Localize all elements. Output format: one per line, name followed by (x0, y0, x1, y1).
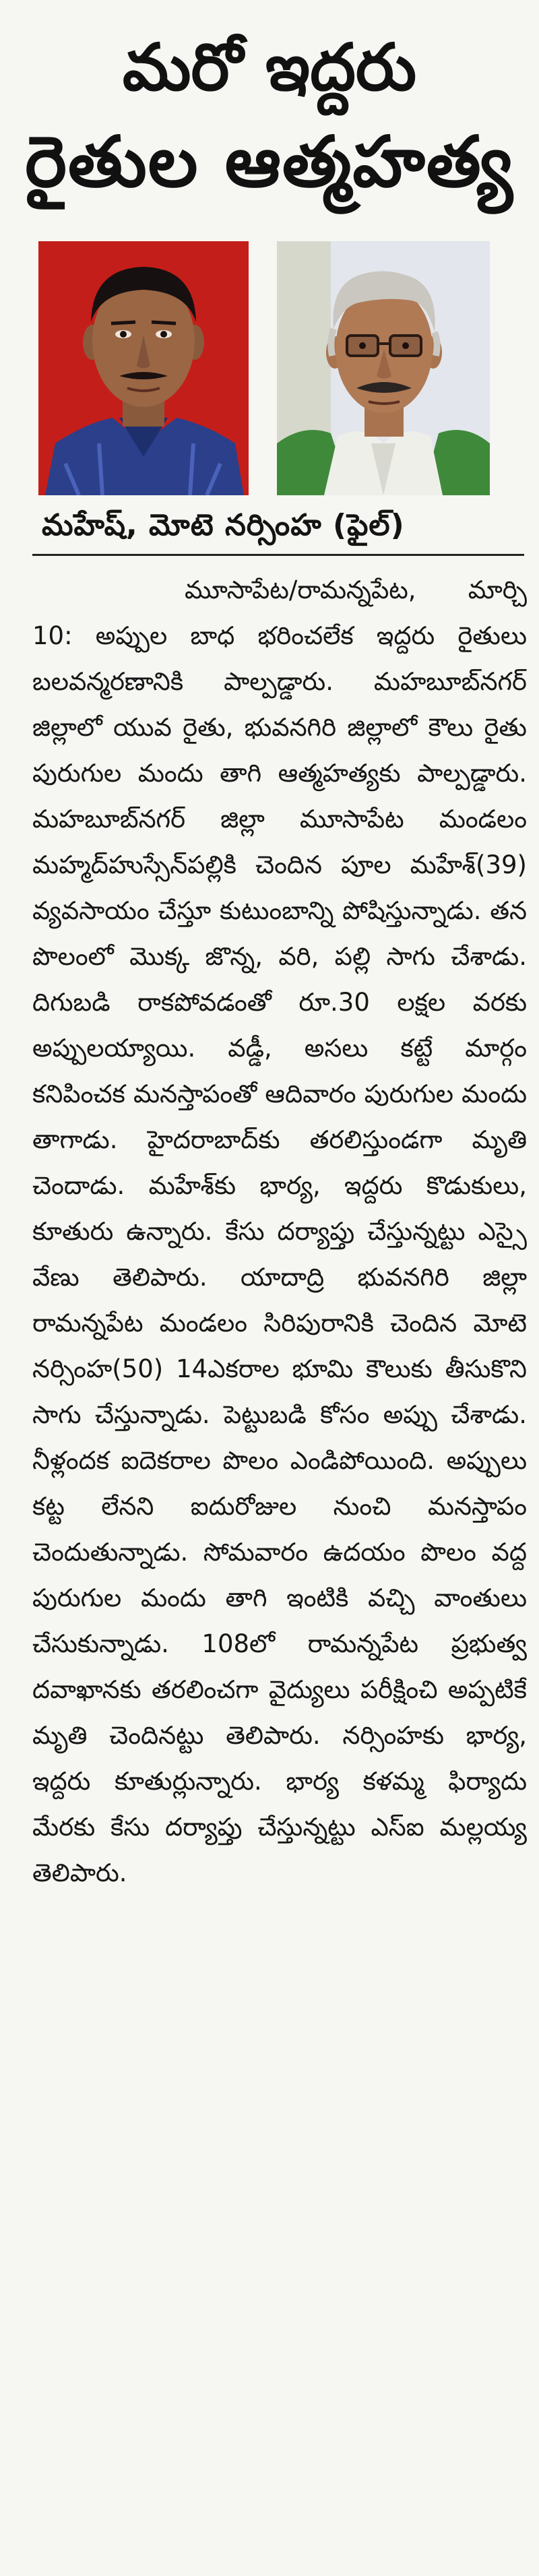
photo-mahesh (38, 241, 249, 495)
headline-line-1: మరో ఇద్దరు (122, 30, 417, 105)
photo-caption: మహేష్, మోటె నర్సింహ (ఫైల్) (42, 508, 405, 542)
headline-line-2: రైతుల ఆత్మహత్య (25, 121, 514, 203)
photo-motey-narsimha (277, 241, 490, 495)
portrait-young-man-image (38, 241, 249, 495)
article-body: మూసాపేట/రామన్నపేట, మార్చి 10: అప్పుల బాధ భరించలేక ఇద్దరు రైతులు బలవన్మరణానికి పాల్పడ్డారు. మహబూబ్‌నగర్ జిల్లాలో యువ రైతు, భువనగిరి జిల్లాలో కౌలు రైతు పురుగుల మందు తాగి ఆత్మహత్యకు పాల్పడ్డారు. మహబూబ్‌నగర్ జిల్లా మూసాపేట మండలం మహ్మద్‌హుస్సేన్‌పల్లికి చెందిన పూల మహేశ్(39) వ్యవసాయం చేస్తూ కుటుంబాన్ని పోషిస్తున్నాడు. తన పొలంలో మొక్క జొన్న, వరి, పల్లి సాగు చేశాడు. దిగుబడి రాకపోవడంతో రూ.30 లక్షల వరకు అప్పులయ్యాయి. వడ్డీ, అసలు కట్టే మార్గం కనిపించక మనస్తాపంతో ఆదివారం పురుగుల మందు తాగాడు. హైదరాబాద్‌కు తరలిస్తుండగా మృతి చెందాడు. మహేశ్‌కు భార్య, ఇద్దరు కొడుకులు, కూతురు ఉన్నారు. కేసు దర్యాప్తు చేస్తున్నట్టు ఎస్సై వేణు తెలిపారు. యాదాద్రి భువనగిరి జిల్లా రామన్నపేట మండలం సిరిపురానికి చెందిన మోటె నర్సింహ(50) 14ఎకరాల భూమి కౌలుకు తీసుకొని సాగు చేస్తున్నాడు. పెట్టుబడి కోసం అప్పు చేశాడు. నీళ్లందక ఐదెకరాల పొలం ఎండిపోయింది. అప్పులు కట్ట లేనని ఐదురోజుల నుంచి మనస్తాపం చెందుతున్నాడు. సోమవారం ఉదయం పొలం వద్ద పురుగుల మందు తాగి ఇంటికి వచ్చి వాంతులు చేసుకున్నాడు. 108లో రామన్నపేట ప్రభుత్వ దవాఖానకు తరలించగా వైద్యులు పరీక్షించి అప్పటికే మృతి చెందినట్టు తెలిపారు. నర్సింహకు భార్య, ఇద్దరు కూతుర్లున్నారు. భార్య కళమ్మ ఫిర్యాదు మేరకు కేసు దర్యాప్తు చేస్తున్నట్టు ఎస్‌ఐ మల్లయ్య తెలిపారు. (32, 575, 527, 1887)
portrait-older-man-image (277, 241, 490, 495)
caption-divider (32, 554, 524, 556)
